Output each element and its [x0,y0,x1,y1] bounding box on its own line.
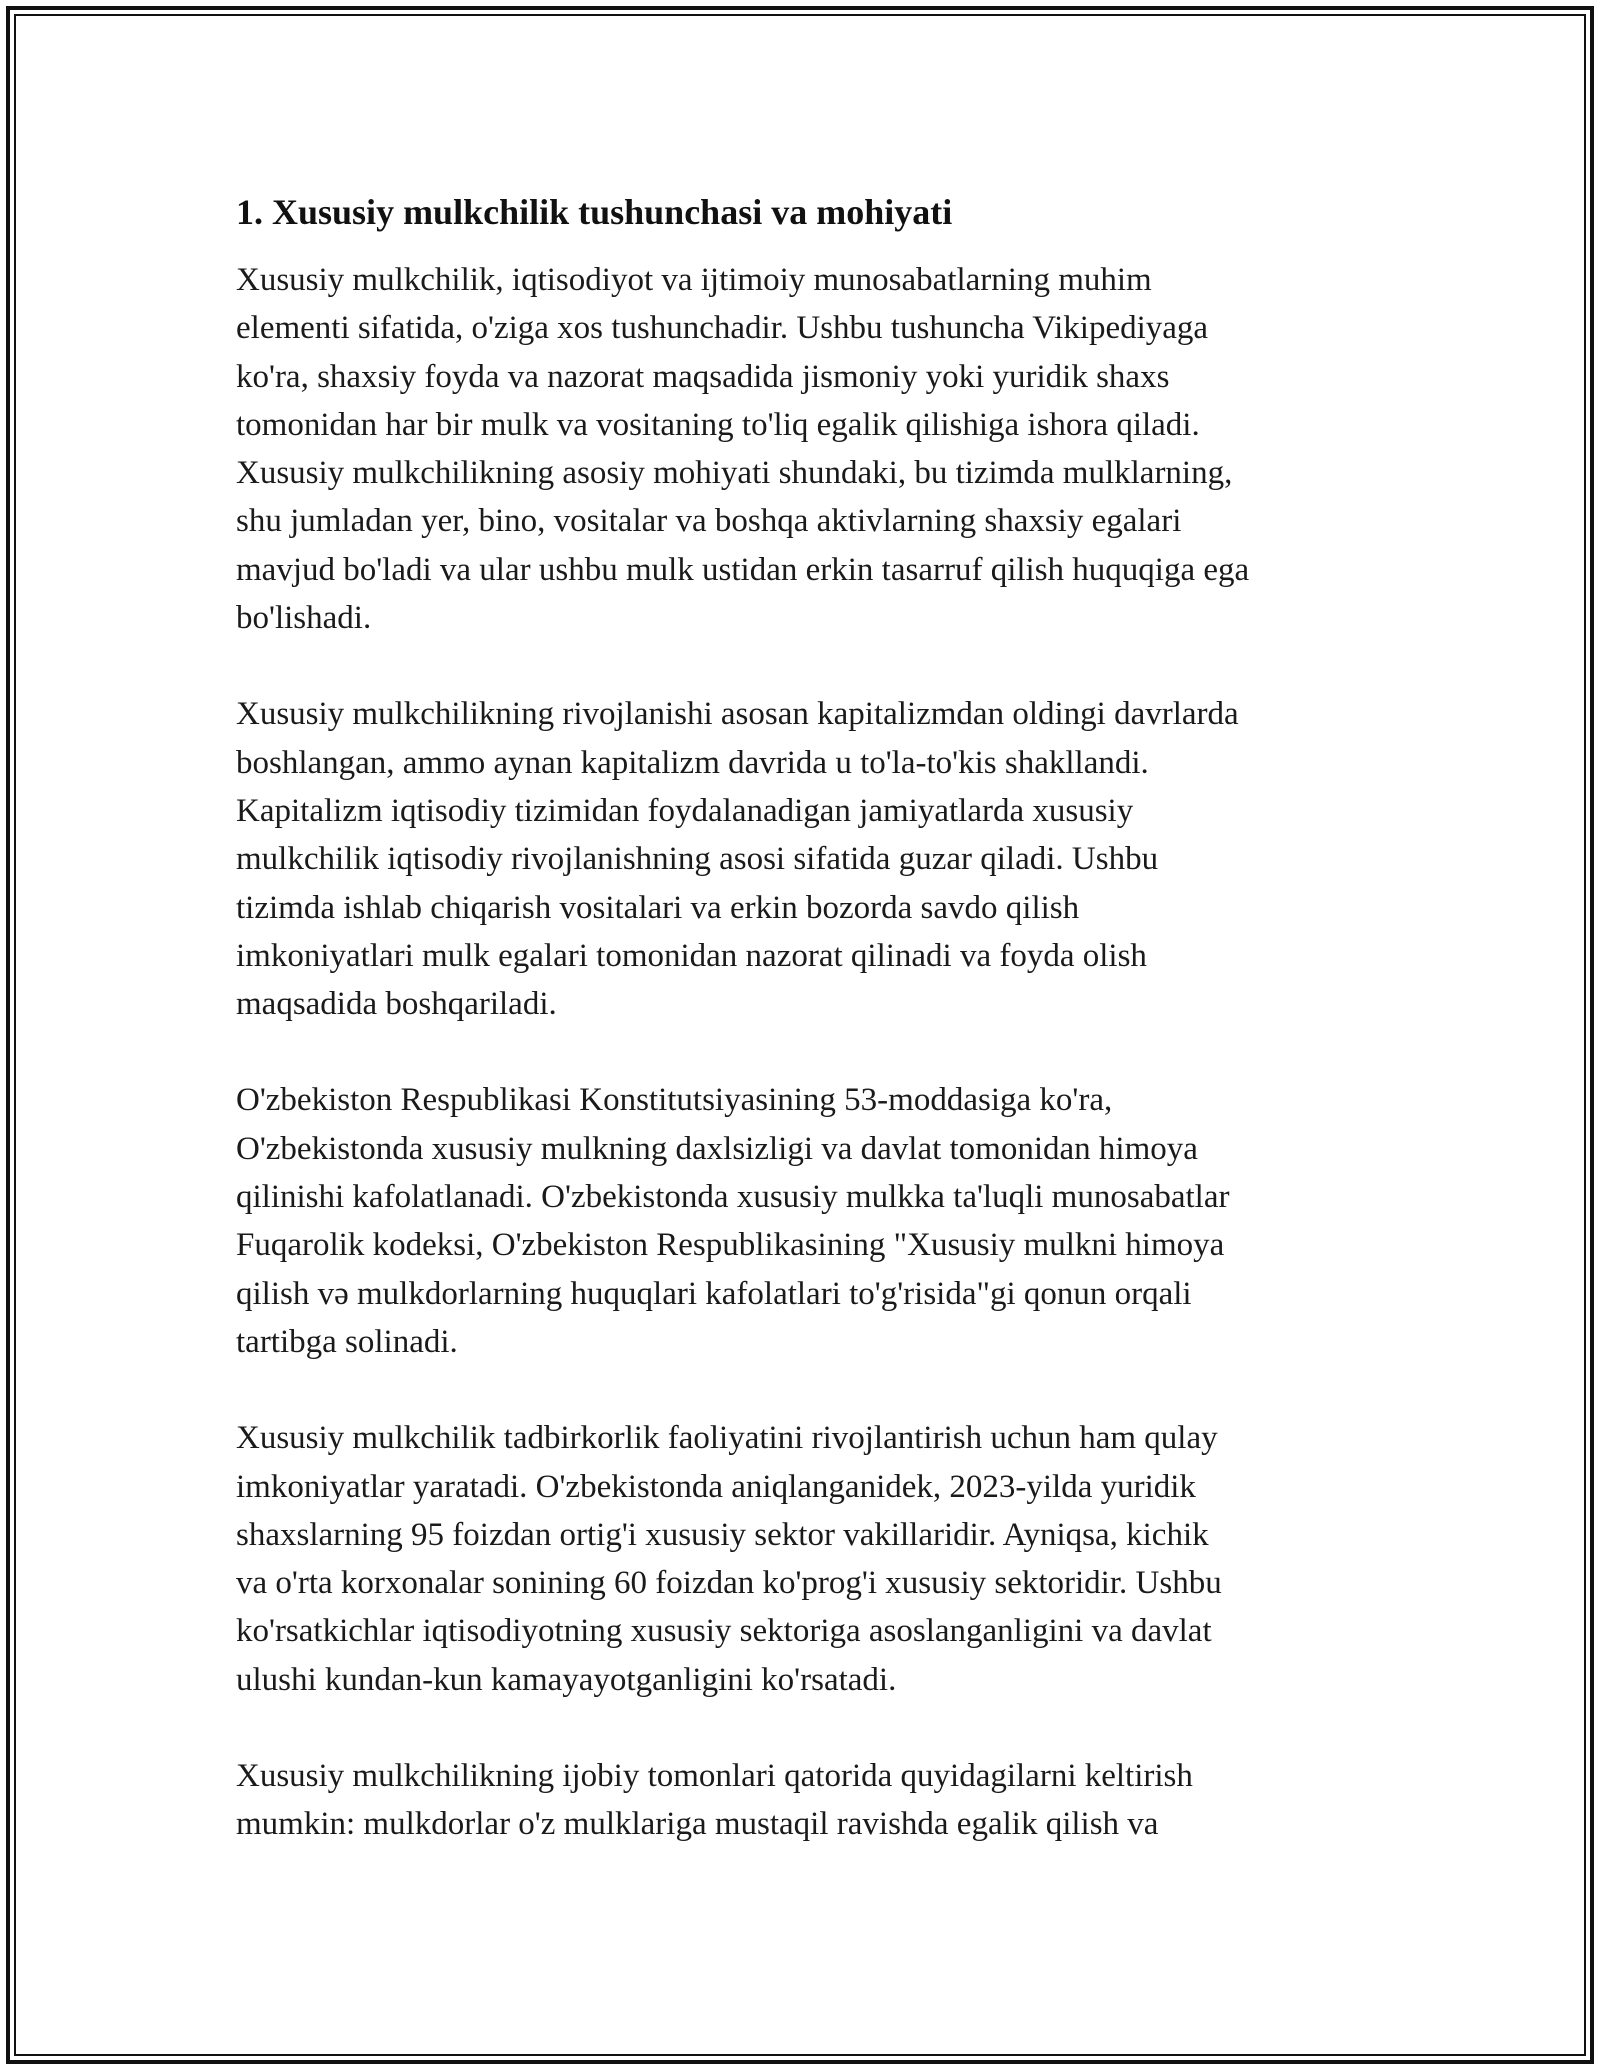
paragraph-1 [236,256,1376,642]
text-line: O'zbekistonda xususiy mulkning daxlsizligi va davlat tomonidan himoya [236,1130,1198,1167]
text-line: imkoniyatlar yaratadi. O'zbekistonda aniqlanganidek, 2023-yilda yuridik [236,1468,1196,1505]
text-line: Kapitalizm iqtisodiy tizimidan foydalanadigan jamiyatlarda xususiy [236,792,1134,829]
section-heading: 1. Xususiy mulkchilik tushunchasi va mohiyati [236,192,953,232]
text-line: imkoniyatlari mulk egalari tomonidan nazorat qilinadi va foyda olish [236,937,1147,974]
text-line: mulkchilik iqtisodiy rivojlanishning asosi sifatida guzar qiladi. Ushbu [236,841,1159,878]
paragraph-2 [236,690,1376,1028]
text-line: Xususiy mulkchilikning ijobiy tomonlari qatorida quyidagilarni keltirish [236,1758,1193,1795]
text-line: ko'ra, shaxsiy foyda va nazorat maqsadida jismoniy yoki yuridik shaxs [236,358,1170,395]
paragraph-5 [236,1752,1376,1849]
text-line: maqsadida boshqariladi. [236,986,557,1023]
text-line: Xususiy mulkchilikning rivojlanishi asosan kapitalizmdan oldingi davrlarda [236,696,1239,733]
document-body [236,188,1376,1897]
text-line: tizimda ishlab chiqarish vositalari va erkin bozorda savdo qilish [236,889,1080,926]
text-line: Xususiy mulkchilik, iqtisodiyot va ijtimoiy munosabatlarning muhim [236,262,1152,298]
paragraph-3 [236,1076,1376,1366]
text-line: mumkin: mulkdorlar o'z mulklariga mustaqil ravishda egalik qilish va [236,1806,1159,1843]
text-line: elementi sifatida, o'ziga xos tushunchadir. Ushbu tushuncha Vikipediyaga [236,310,1209,347]
text-line: va o'rta korxonalar sonining 60 foizdan ko'prog'i xususiy sektoridir. Ushbu [236,1565,1222,1602]
paragraph-4 [236,1414,1376,1704]
text-line: ulushi kundan-kun kamayayotganligini ko'rsatadi. [236,1661,897,1698]
text-line: Fuqarolik kodeksi, O'zbekiston Respublikasining "Xususiy mulkni himoya [236,1227,1225,1264]
text-line: O'zbekiston Respublikasi Konstitutsiyasining 53-moddasiga ko'ra, [236,1082,1113,1119]
text-line: boshlangan, ammo aynan kapitalizm davrida u to'la-to'kis shakllandi. [236,744,1149,781]
text-line: tomonidan har bir mulk va vositaning to'liq egalik qilishiga ishora qiladi. [236,406,1200,443]
text-line: qilinishi kafolatlanadi. O'zbekistonda xususiy mulkka ta'luqli munosabatlar [236,1179,1230,1216]
text-line: Xususiy mulkchilik tadbirkorlik faoliyatini rivojlantirish uchun ham qulay [236,1420,1218,1457]
text-line: tartibga solinadi. [236,1323,458,1360]
text-line: shaxslarning 95 foizdan ortig'i xususiy sektor vakillaridir. Ayniqsa, kichik [236,1516,1209,1553]
text-line: Xususiy mulkchilikning asosiy mohiyati shundaki, bu tizimda mulklarning, [236,455,1233,492]
text-line: qilish və mulkdorlarning huquqlari kafolatlari to'g'risida"gi qonun orqali [236,1275,1192,1312]
text-line: shu jumladan yer, bino, vositalar va boshqa aktivlarning shaxsiy egalari [236,503,1182,540]
text-line: ko'rsatkichlar iqtisodiyotning xususiy sektoriga asoslanganligini va davlat [236,1613,1212,1650]
text-line: bo'lishadi. [236,600,372,637]
text-line: mavjud bo'ladi va ular ushbu mulk ustidan erkin tasarruf qilish huquqiga ega [236,551,1250,588]
